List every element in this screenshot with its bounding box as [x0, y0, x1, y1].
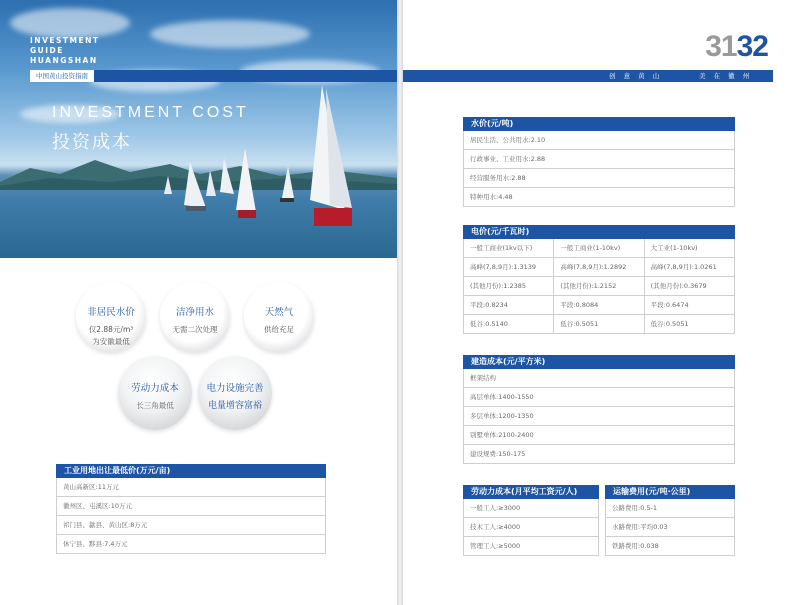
construction-cost-table — [463, 355, 735, 464]
title-chinese: 投资成本 — [52, 132, 132, 153]
table-row: 技术工人:≥4000 — [463, 518, 599, 537]
right-page — [403, 0, 800, 605]
table-title: 建造成本(元/平方米) — [463, 355, 735, 369]
title-english: INVESTMENT COST — [52, 104, 249, 121]
table-row: 多层单体:1200-1350 — [463, 407, 735, 426]
table-title: 电价(元/千瓦时) — [463, 225, 735, 239]
circle-title: 非居民水价 — [87, 307, 135, 318]
table-row: 高层单体:1400-1550 — [463, 388, 735, 407]
table-row: 徽州区、屯溪区:10万元 — [56, 497, 326, 516]
table-row: 黄山高新区:11万元 — [56, 478, 326, 497]
table-title: 运输费用(元/吨·公里) — [605, 485, 735, 499]
hero-photo-sailboats — [0, 0, 397, 258]
sailboats-illustration — [0, 0, 397, 258]
page-number-right: 32 — [736, 30, 768, 63]
table-cell: 平段:0.8084 — [554, 296, 644, 314]
circle-desc: 长三角最低 — [136, 401, 174, 410]
table-row — [463, 277, 735, 296]
slogan-left: 创 意 黄 山 — [609, 72, 663, 80]
feature-circle-power-facilities — [198, 356, 272, 430]
feature-circle-natural-gas — [244, 282, 314, 352]
table-cell: 大工业(1-10kv) — [650, 244, 698, 252]
guide-tag: 中国黄山投资指南 — [30, 70, 94, 82]
table-row — [463, 315, 735, 334]
circle-desc — [76, 324, 146, 348]
circle-desc-line: 为安徽最低 — [92, 337, 130, 346]
circle-desc: 无需二次处理 — [172, 325, 218, 334]
table-row: 管理工人:≥5000 — [463, 537, 599, 556]
table-row: 休宁县、黟县:7.4万元 — [56, 535, 326, 554]
table-cell: 低谷:0.5051 — [554, 315, 644, 333]
table-row: 特种用水:4.48 — [463, 188, 735, 207]
table-cell: 平段:0.8234 — [464, 296, 554, 314]
table-row: 经营服务用水:2.88 — [463, 169, 735, 188]
table-row: 别墅单体:2100-2400 — [463, 426, 735, 445]
circle-desc-line: 仅2.88元/m³ — [88, 325, 134, 334]
table-row: 公路费用:0.5-1 — [605, 499, 735, 518]
table-title: 水价(元/吨) — [463, 117, 735, 131]
table-row: 居民生活、公共用水:2.10 — [463, 131, 735, 150]
power-price-table — [463, 225, 735, 334]
table-row — [463, 296, 735, 315]
table-cell: 高峰(7,8,9月):1.0261 — [650, 263, 717, 271]
circle-title: 劳动力成本 — [131, 383, 179, 394]
table-cell: 低谷:0.5051 — [650, 320, 689, 328]
table-row: 祁门县、歙县、黄山区:8万元 — [56, 516, 326, 535]
circle-title: 洁净用水 — [175, 307, 214, 318]
circle-desc: 供给充足 — [264, 325, 294, 334]
circle-desc: 电量增容富裕 — [207, 401, 262, 411]
brand-line: GUIDE — [30, 46, 64, 55]
table-row: 水路费用:平均0.03 — [605, 518, 735, 537]
feature-circle-labor-cost — [118, 356, 192, 430]
left-page — [0, 0, 397, 605]
table-row — [463, 258, 735, 277]
table-row: 一般工人:≥3000 — [463, 499, 599, 518]
circle-title: 电力设施完善 — [206, 383, 264, 394]
table-cell: 一般工商业(1kv以下) — [464, 239, 554, 257]
circle-title: 天然气 — [264, 307, 294, 318]
labor-cost-table — [463, 485, 599, 556]
page-number-left: 31 — [705, 30, 737, 63]
water-price-table — [463, 117, 735, 207]
table-cell: 低谷:0.5140 — [464, 315, 554, 333]
table-title: 工业用地出让最低价(万元/亩) — [56, 464, 326, 478]
table-row: 行政事业、工业用水:2.88 — [463, 150, 735, 169]
brand-line: INVESTMENT — [30, 36, 100, 45]
table-cell: 平段:0.6474 — [650, 301, 689, 309]
transport-cost-table — [605, 485, 735, 556]
table-cell: (其他月份):1.2152 — [554, 277, 644, 295]
feature-circle-clean-water — [160, 282, 230, 352]
table-row: 框架结构 — [463, 369, 735, 388]
brand-line: HUANGSHAN — [30, 56, 98, 65]
table-cell: 高峰(7,8,9月):1.3139 — [464, 258, 554, 276]
table-row: 建设规费:150-175 — [463, 445, 735, 464]
slogan-right: 美 在 徽 州 — [699, 72, 753, 80]
page-number — [705, 30, 768, 64]
table-row — [463, 239, 735, 258]
table-cell: 高峰(7,8,9月):1.2892 — [554, 258, 644, 276]
table-cell: (其他月份):0.3679 — [650, 282, 707, 290]
table-title: 劳动力成本(月平均工资元/人) — [463, 485, 599, 499]
land-price-table — [56, 464, 326, 554]
table-cell: 一般工商业(1-10kv) — [554, 239, 644, 257]
table-row: 铁路费用:0.038 — [605, 537, 735, 556]
feature-circle-water-price — [76, 282, 146, 352]
table-cell: (其他月份):1.2385 — [464, 277, 554, 295]
